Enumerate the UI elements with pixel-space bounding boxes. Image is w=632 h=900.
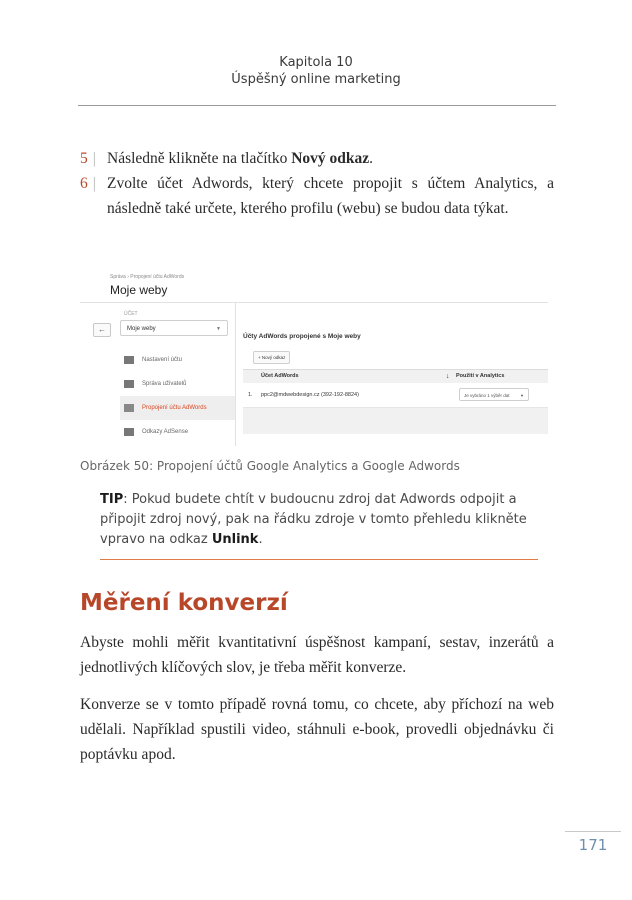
step-text: Zvolte účet Adwords, který chcete propojit s účtem Analytics, a následně také určete, kterého profilu (webu) se budou data týkat. xyxy=(107,175,554,217)
column-header-usage[interactable]: Použití v Analytics xyxy=(456,373,505,379)
chapter-label: Kapitola 10 xyxy=(279,55,353,70)
users-icon xyxy=(124,380,134,388)
figure-caption: Obrázek 50: Propojení účtů Google Analytics a Google Adwords xyxy=(80,459,460,473)
analytics-screenshot xyxy=(80,274,548,446)
tip-link-name: Unlink xyxy=(211,532,259,547)
menu-item-account-settings[interactable]: Nastavení účtu xyxy=(120,348,235,372)
page-title: Moje weby xyxy=(110,283,168,297)
table-header xyxy=(243,370,548,383)
running-header xyxy=(0,54,632,88)
paragraph: Konverze se v tomto případě rovná tomu, co chcete, aby příchozí na web udělali. Například spustili video, stáhnuli e-book, provedli objednávku či poptávku apod. xyxy=(80,696,554,763)
breadcrumb: Správa › Propojení účtu AdWords xyxy=(110,274,185,280)
menu-item-adwords-linking[interactable]: Propojení účtu AdWords xyxy=(120,396,235,420)
step-list xyxy=(80,146,554,221)
menu-item-user-management[interactable]: Správa uživatelů xyxy=(120,372,235,396)
adsense-icon xyxy=(124,428,134,436)
table-row xyxy=(243,383,548,408)
account-select[interactable]: Moje weby ▼ xyxy=(120,320,228,336)
step-bold: Nový odkaz xyxy=(291,150,370,167)
settings-icon xyxy=(124,356,134,364)
admin-menu xyxy=(120,348,235,444)
chevron-down-icon: ▼ xyxy=(216,326,221,332)
column-header-account[interactable]: Účet AdWords xyxy=(261,373,299,379)
step-separator: | xyxy=(92,150,96,167)
back-arrow-icon[interactable]: ← xyxy=(93,323,111,337)
account-label: ÚČET xyxy=(124,311,138,317)
section-heading: Měření konverzí xyxy=(80,590,288,616)
divider xyxy=(80,302,548,303)
step-number: 5 xyxy=(80,150,88,167)
new-link-button[interactable]: + Nový odkaz xyxy=(253,351,290,364)
adwords-icon xyxy=(124,404,134,412)
page-number: 171 xyxy=(578,836,608,854)
panel-title: Účty AdWords propojené s Moje weby xyxy=(243,333,361,340)
paragraph: Abyste mohli měřit kvantitativní úspěšnost kampaní, sestav, inzerátů a jednotlivých klíčových slov, je třeba měřit konverze. xyxy=(80,634,554,676)
tip-box: TIP: Pokud budete chtít v budoucnu zdroj dat Adwords odpojit a připojit zdroj nový, pak na řádku zdroje v tomto přehledu klikněte vpravo na odkaz Unlink. xyxy=(100,492,527,547)
adwords-account: ppc2@mdwebdesign.cz (392-192-8824) xyxy=(261,392,359,398)
step-number: 6 xyxy=(80,175,88,192)
step-text: Následně klikněte na tlačítko xyxy=(107,150,292,167)
chevron-down-icon: ▼ xyxy=(520,393,524,398)
table-footer xyxy=(243,408,548,434)
sort-arrow-icon[interactable]: ↓ xyxy=(446,373,450,380)
linked-accounts-table xyxy=(243,369,548,434)
step-item xyxy=(80,171,554,221)
menu-item-adsense-links[interactable]: Odkazy AdSense xyxy=(120,420,235,444)
tip-divider xyxy=(100,559,538,560)
row-number: 1. xyxy=(248,392,253,398)
divider xyxy=(235,303,236,446)
chapter-title: Úspěšný online marketing xyxy=(231,72,401,87)
usage-select[interactable]: Je vybráno 1 výběr dat ▼ xyxy=(459,388,529,401)
step-item: 5 | Následně klikněte na tlačítko Nový odkaz. xyxy=(80,150,374,167)
page-number-rule xyxy=(565,831,621,832)
tip-text: : Pokud budete chtít v budoucnu zdroj dat Adwords odpojit a připojit zdroj nový, pak na řádku zdroje v tomto přehledu klikněte vpravo na odkaz xyxy=(100,492,527,547)
step-separator: | xyxy=(92,175,96,192)
tip-label: TIP xyxy=(100,492,124,507)
header-divider xyxy=(78,105,556,106)
